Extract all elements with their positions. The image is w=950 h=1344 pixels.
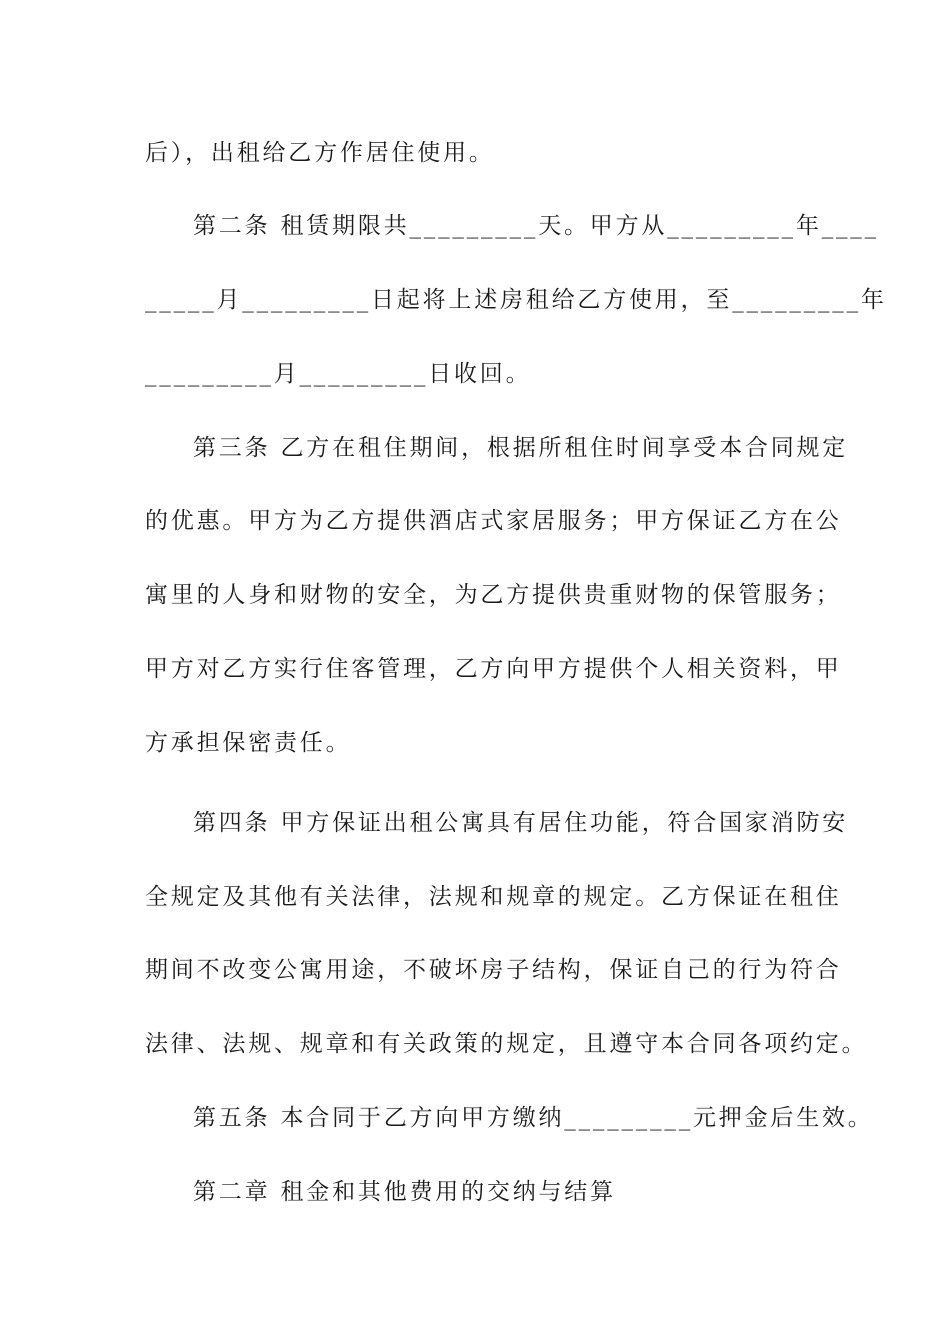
chapter-2-heading: 第二章 租金和其他费用的交纳与结算 — [193, 1179, 616, 1205]
article-4-line: 第四条 甲方保证出租公寓具有居住功能，符合国家消防安 — [193, 810, 849, 836]
article-3-line: 第三条 乙方在租住期间，根据所租住时间享受本合同规定 — [193, 435, 849, 461]
text-line: 寓里的人身和财物的安全，为乙方提供贵重财物的保管服务； — [145, 582, 842, 608]
text-line: _____月_________日起将上述房租给乙方使用，至_________年 — [145, 287, 887, 313]
text-line: 的优惠。甲方为乙方提供酒店式家居服务；甲方保证乙方在公 — [145, 508, 842, 534]
text-line: 全规定及其他有关法律，法规和规章的规定。乙方保证在租住 — [145, 884, 842, 910]
text-line: 法律、法规、规章和有关政策的规定，且遵守本合同各项约定。 — [145, 1031, 868, 1057]
text-line: 后），出租给乙方作居住使用。 — [145, 140, 495, 166]
text-line: 方承担保密责任。 — [145, 730, 352, 756]
text-line: _________月_________日收回。 — [145, 361, 532, 387]
article-5-line: 第五条 本合同于乙方向甲方缴纳_________元押金后生效。 — [193, 1105, 874, 1131]
text-line: 期间不改变公寓用途，不破坏房子结构，保证自己的行为符合 — [145, 957, 842, 983]
article-2-line: 第二条 租赁期限共_________天。甲方从_________年____ — [193, 213, 879, 239]
text-line: 甲方对乙方实行住客管理，乙方向甲方提供个人相关资料，甲 — [145, 656, 842, 682]
